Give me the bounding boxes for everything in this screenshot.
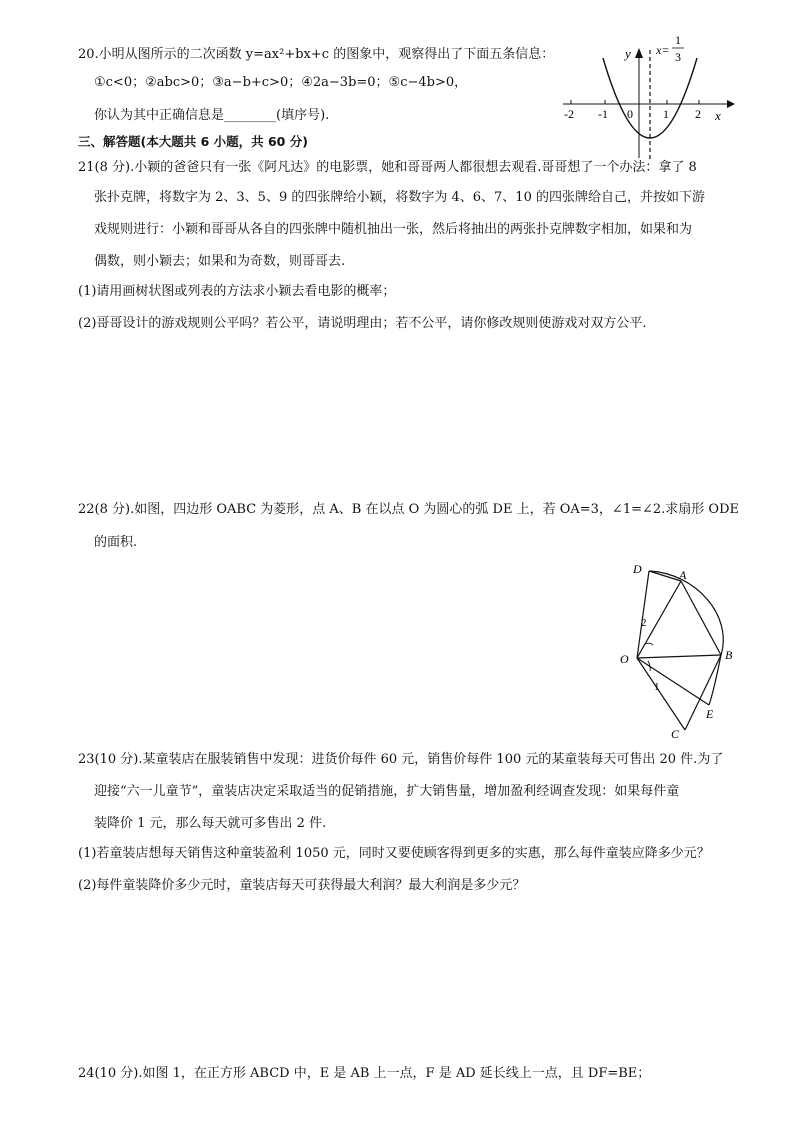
fig-label-e: E bbox=[706, 707, 714, 721]
fig-label-o: O bbox=[620, 652, 629, 666]
q23-line1: 23(10 分).某童装店在服装销售中发现：进货价每件 60 元，销售价每件 100 元的某童装每天可售出 20 件.为了 bbox=[78, 752, 724, 767]
graph-tick-label: 1 bbox=[663, 107, 669, 121]
graph-tick-label: 2 bbox=[695, 107, 701, 121]
q23-part1: (1)若童装店想每天销售这种童装盈利 1050 元，同时又要使顾客得到更多的实惠，那么每件童装应降多少元？ bbox=[78, 846, 710, 861]
graph-x-label: x bbox=[715, 108, 721, 123]
q20-line1: 20.小明从图所示的二次函数 y=ax²+bx+c 的图象中，观察得出了下面五条信息： bbox=[78, 47, 555, 62]
fig-angle-2: 2 bbox=[641, 617, 647, 629]
graph-y-label: y bbox=[625, 46, 631, 61]
fig-label-c: C bbox=[671, 727, 680, 741]
q24-line1: 24(10 分).如图 1，在正方形 ABCD 中，E 是 AB 上一点，F 是 AD 延长线上一点，且 DF=BE； bbox=[78, 1066, 651, 1081]
graph-tick-label: -2 bbox=[564, 107, 574, 121]
fig-label-b: B bbox=[725, 648, 733, 662]
fig-label-a: A bbox=[679, 568, 687, 582]
rhombus-sector-figure bbox=[615, 555, 745, 750]
q23-part2: (2)每件童装降价多少元时，童装店每天可获得最大利润？最大利润是多少元？ bbox=[78, 878, 526, 893]
q21-line3: 戏规则进行：小颖和哥哥从各自的四张牌中随机抽出一张，然后将抽出的两张扑克牌数字相加，如果和为 bbox=[94, 222, 693, 237]
parabola-graph bbox=[555, 28, 735, 163]
q21-part2: (2)哥哥设计的游戏规则公平吗？若公平，请说明理由；若不公平，请你修改规则使游戏对双方公平. bbox=[78, 316, 647, 331]
graph-tick-label: -1 bbox=[598, 107, 608, 121]
q20-line2: ①c<0；②abc>0；③a−b+c>0；④2a−3b=0；⑤c−4b>0， bbox=[94, 75, 468, 90]
q22-line1: 22(8 分).如图，四边形 OABC 为菱形，点 A、B 在以点 O 为圆心的弧 DE 上，若 OA=3，∠1=∠2.求扇形 ODE bbox=[78, 502, 739, 517]
q21-line1: 21(8 分).小颖的爸爸只有一张《阿凡达》的电影票，她和哥哥两人都很想去观看.哥哥想了一个办法：拿了 8 bbox=[78, 160, 697, 175]
q23-line3: 装降价 1 元，那么每天就可多售出 2 件. bbox=[94, 816, 327, 831]
graph-eq-den: 3 bbox=[675, 50, 681, 64]
graph-eq-num: 1 bbox=[675, 33, 681, 47]
fig-label-d: D bbox=[633, 562, 642, 576]
q22-line2: 的面积. bbox=[94, 535, 138, 550]
q21-line4: 偶数，则小颖去；如果和为奇数，则哥哥去. bbox=[94, 254, 346, 269]
graph-origin-label: 0 bbox=[627, 107, 633, 121]
section3-header: 三、解答题(本大题共 6 小题，共 60 分) bbox=[78, 134, 308, 149]
q23-line2: 迎接“六一儿童节”，童装店决定采取适当的促销措施，扩大销售量，增加盈利经调查发现：如果每件童 bbox=[94, 784, 680, 799]
graph-eq-prefix: x= bbox=[656, 43, 670, 57]
q21-part1: (1)请用画树状图或列表的方法求小颖去看电影的概率； bbox=[78, 284, 396, 299]
fig-angle-1: 1 bbox=[654, 681, 660, 693]
q21-line2: 张扑克牌，将数字为 2、3、5、9 的四张牌给小颖，将数字为 4、6、7、10 的四张牌给自己，并按如下游 bbox=[94, 190, 705, 205]
q20-line3: 你认为其中正确信息是________(填序号). bbox=[94, 108, 330, 123]
